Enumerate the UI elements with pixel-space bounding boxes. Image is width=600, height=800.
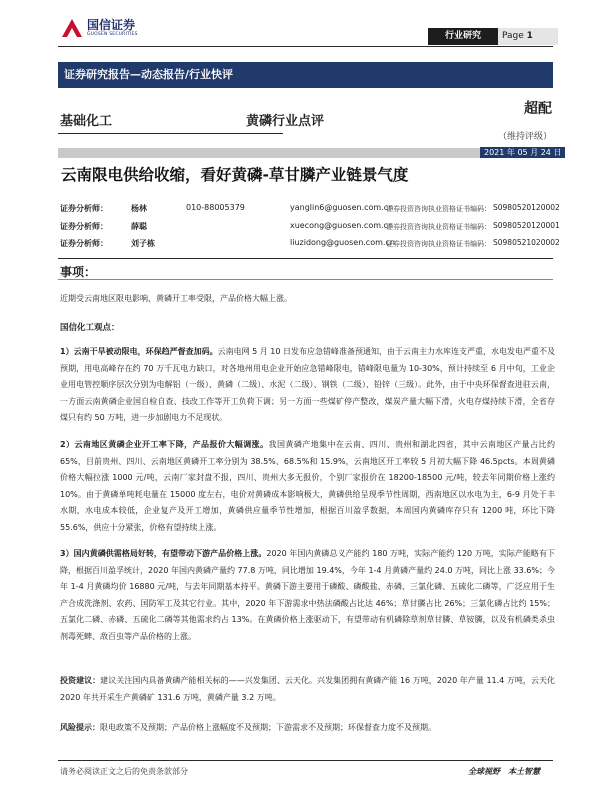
paragraph-1 [60,344,555,427]
paragraph-body: 我国黄磷产地集中在云南、四川、贵州和湖北四省，其中云南地区产量占比约 65%，目前贵州、四川、云南地区黄磷开工率分别为 38.5%、68.5%和 15.9%，云南地区开工率较 5 月初大幅下降 46.5pcts。本周黄磷价格大幅拉涨 1000 元/吨，云南厂家封盘不报，四川、贵州大多无报价，个别厂家报价在 18200-18500 元/吨，较去年同期价格上涨约 10%。由于黄磷单吨耗电量在 15000 度左右，电价对黄磷成本影响极大，黄磷供给呈现季节性周期，西南地区以水电为主，6-9 月处于丰水期，水电成本较低，企业复产及开工增加，黄磷供应量季节性增加，根据百川盈孚数据，本周国内黄磷库存只有 1200 吨，环比下降 55.6%，供应十分紧张，价格有望持续上涨。 [60,440,555,532]
analyst-row [60,238,560,253]
guosen-logo-icon [60,17,84,39]
rating: 超配 [524,101,552,117]
page-number: 1 [526,31,533,41]
analyst-name: 薛聪 [131,222,147,231]
sector-underline [58,133,283,134]
analyst-cert-label: 证券投资咨询执业资格证书编码： [386,205,491,213]
analyst-cert-number: S0980520120001 [493,221,560,230]
risk-body: 限电政策不及预期；产品价格上涨幅度不及预期；下游需求不及预期；环保督查力度不及预期。 [100,723,436,732]
report-category-tag: 行业研究 [428,28,498,45]
analyst-row [60,203,560,218]
analyst-email[interactable]: liuzidong@guosen.com.cn [290,238,395,247]
analyst-email[interactable]: yanglin6@guosen.com.cn [290,203,394,212]
risk-notice [60,720,555,737]
advice-lead: 投资建议： [60,676,101,685]
footer-slogan: 全球视野 本土智慧 [468,767,540,776]
analyst-email[interactable]: xuecong@guosen.com.cn [290,221,394,230]
analyst-cert-label: 证券投资咨询执业资格证书编码： [386,223,491,231]
analyst-row [60,221,560,236]
analyst-name: 杨林 [131,204,147,213]
paragraph-2 [60,437,555,536]
paragraph-lead: 2）云南地区黄磷企业开工率下降，产品报价大幅调涨。 [60,440,269,449]
disclaimer-note: 请务必阅读正文之后的免责条款部分 [60,767,188,776]
paragraph-lead: 3）国内黄磷供需格局好转，有望带动下游产品价格上涨。 [60,549,267,558]
risk-lead: 风险提示： [60,723,100,732]
page-title: 云南限电供给收缩，看好黄磷-草甘膦产业链景气度 [61,166,409,184]
analyst-role: 证券分析师： [60,204,108,213]
analyst-name: 刘子栋 [131,239,155,248]
analyst-role: 证券分析师： [60,239,108,248]
logo-text: 国信证券 [87,18,136,32]
page-indicator [498,28,558,45]
sector-name: 基础化工 [60,114,113,129]
report-banner: 证券研究报告—动态报告/行业快评 [58,62,553,88]
view-heading: 国信化工观点： [60,323,120,333]
paragraph-lead: 1）云南干旱被动限电，环保趋严督查加码。 [60,347,218,356]
matter-text: 近期受云南地区限电影响、黄磷开工率受限，产品价格大幅上涨。 [60,294,292,303]
rating-note: （维持评级） [498,132,553,142]
investment-advice [60,673,555,706]
page-label: Page [502,31,524,41]
company-logo [60,15,150,43]
logo-subtext: GUOSEN SECURITIES [87,32,138,37]
analyst-cert-number: S0980521020002 [493,238,560,247]
matter-divider [58,279,553,280]
advice-body: 建议关注国内具备黄磷产能相关标的——兴发集团、云天化。兴发集团拥有黄磷产能 16 万吨，2020 年产量 11.4 万吨，云天化 2020 年共开采生产黄磷矿 131.6 万吨，黄磷产量 3.2 万吨。 [60,676,556,702]
section-divider [58,258,553,259]
report-type: 黄磷行业点评 [246,114,325,129]
report-date: 2021 年 05 月 24 日 [480,147,565,158]
matter-heading: 事项： [60,265,97,279]
date-bar [58,148,553,158]
header-divider [58,46,553,47]
footer-divider [58,760,553,761]
analyst-phone: 010-88005379 [186,203,245,212]
analyst-cert-label: 证券投资咨询执业资格证书编码： [386,240,491,248]
paragraph-body: 2020 年国内黄磷总义产能约 180 万吨，实际产能约 120 万吨，实际产能略有下降，根据百川盈孚统计，2020 年国内黄磷产量约 77.8 万吨，同比增加 19.4%，今年 1-4 月黄磷产量约 24.0 万吨，同比上涨 33.6%；今年 1-4 月黄磷均价 16880 元/吨，与去年同期基本持平。黄磷下游主要用于磷酸、磷酸盐、赤磷、三氯化磷、五硫化二磷等，广泛应用于生产合成洗涤剂、农药、国防军工及其它行业。其中，2020 年下游需求中热法磷酸占比达 46%；草甘膦占比 26%；三氯化磷占比约 15%；五氯化二磷、赤磷、五硫化二磷等其他需求约占 13%。在黄磷价格上涨驱动下，有望带动有机磷除草剂草甘膦、草铵膦，以及有机磷类杀虫剂毒死蜱、敌百虫等产品价格的上涨。 [60,549,555,641]
paragraph-body: 云南电网 5 月 10 日发布应急错峰准备预通知，由于云南主力水库连支严重，水电发电严重不及预期，用电高峰存在约 70 万千瓦电力缺口，对各地州用电企业开始应急错峰限电，错峰限电量为 10-30%，预计持续至 6 月中旬，工业企业用电管控顺序层次分别为电解铝（一级）、黄磷（二级）、水泥（二级）、钢铁（二级）、铅锌（三级）。此外，由于中央环保督查进驻云南，一方面云南黄磷企业国自检自查、技改工作等开工负荷下调；另一方面一些煤矿停产整改，煤炭产量大幅下滑，火电存煤持续下滑，全省存煤只有约 50 万吨，进一步加剧电力不足现状。 [60,347,556,422]
analyst-role: 证券分析师： [60,222,108,231]
paragraph-3 [60,546,555,645]
analyst-cert-number: S0980520120002 [493,203,560,212]
